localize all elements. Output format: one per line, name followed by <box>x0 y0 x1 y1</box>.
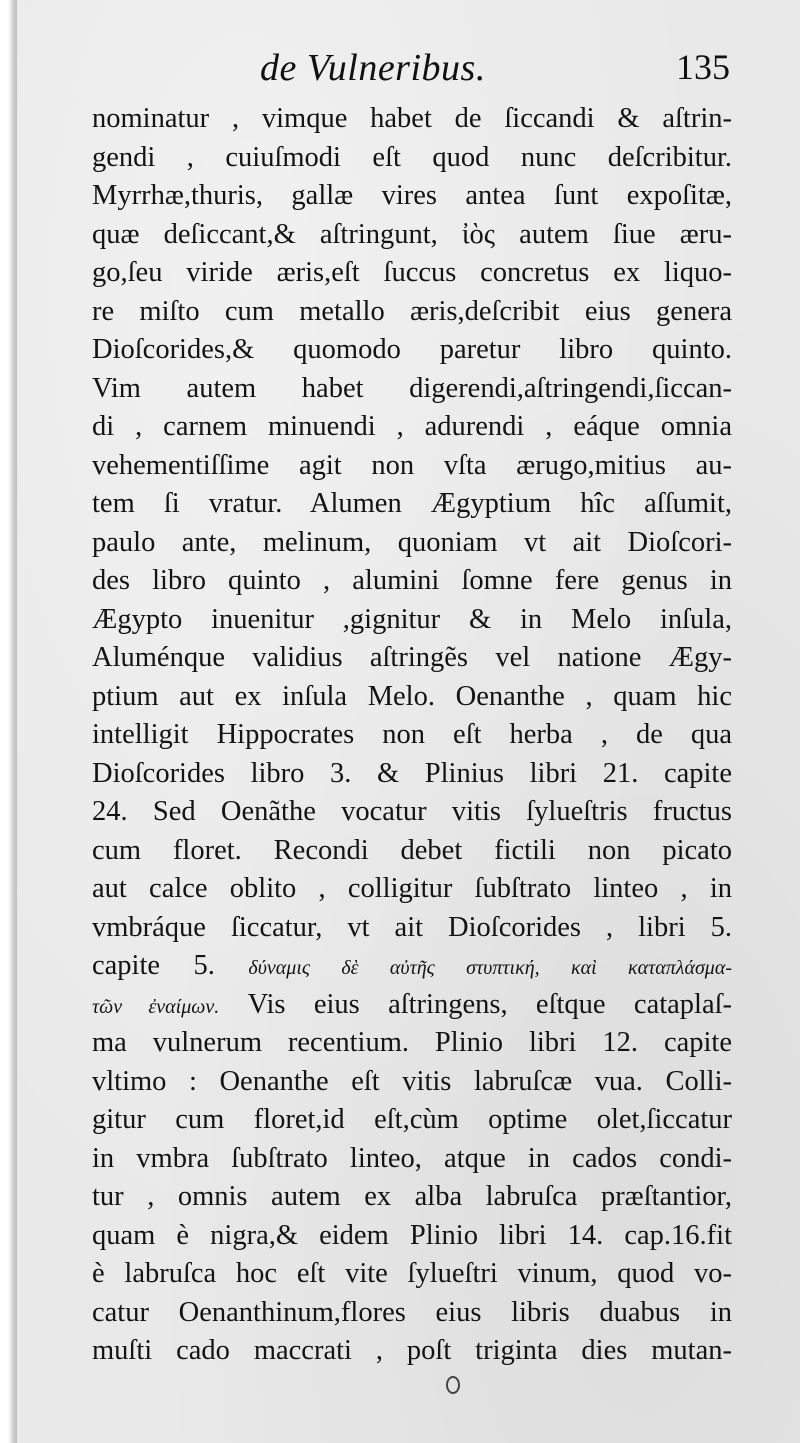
text-line-mixed <box>92 986 732 1025</box>
text-line: des libro quinto , alumini ſomne fere genus in <box>92 565 732 596</box>
text-line: aut calce oblito , colligitur ſubſtrato linteo , in <box>92 873 732 904</box>
text-line: 24. Sed Oenãthe vocatur vitis ſylueſtris fructus <box>92 796 732 827</box>
text-line: paulo ante, melinum, quoniam vt ait Dioſcori- <box>92 526 732 558</box>
text-line: ma vulnerum recentium. Plinio libri 12. capite <box>92 1027 732 1058</box>
text-line-mixed <box>92 947 732 986</box>
book-page <box>8 0 800 1443</box>
text-line: tem ſi vratur. Alumen Ægyptium hîc aſſumit, <box>92 488 732 519</box>
text-line: Myrrhæ,thuris, gallæ vires antea ſunt expoſitæ, <box>92 180 732 211</box>
text-line: catur Oenanthinum,flores eius libris duabus in <box>92 1296 732 1328</box>
text-line: vehementiſſime agit non vſta ærugo,mitius au- <box>92 449 732 481</box>
text-line: go,ſeu viride æris,eſt ſuccus concretus ex liquo- <box>92 257 732 288</box>
text-line: re miſto cum metallo æris,deſcribit eius genera <box>92 295 732 327</box>
text-line: vmbráque ſiccatur, vt ait Dioſcorides , libri 5. <box>92 911 732 943</box>
text-line: quæ deſiccant,& aſtringunt, ἰὸς autem ſiue æru- <box>92 218 732 250</box>
text-line: gendi , cuiuſmodi eſt quod nunc deſcribitur. <box>92 141 732 173</box>
text-line: tur , omnis autem ex alba labruſca præſtantior, <box>92 1181 732 1212</box>
text-line: Vim autem habet digerendi,aſtringendi,ſiccan- <box>92 372 732 404</box>
text-line: in vmbra ſubſtrato linteo, atque in cados condi- <box>92 1142 732 1174</box>
text-line: gitur cum floret,id eſt,cùm optime olet,ſiccatur <box>92 1104 732 1135</box>
text-line: Dioſcorides libro 3. & Plinius libri 21. capite <box>92 757 732 789</box>
text-line: Ægypto inuenitur ,gignitur & in Melo inſula, <box>92 603 732 635</box>
page-number: 135 <box>676 47 730 87</box>
running-head <box>90 44 730 94</box>
greek-quotation: τῶν ἐναίμων. <box>92 995 220 1018</box>
body-text <box>92 100 732 1371</box>
text-line: cum floret. Recondi debet fictili non picato <box>92 834 732 866</box>
page-gutter-edge <box>8 0 17 1443</box>
text-line: intelligit Hippocrates non eſt herba , de qua <box>92 719 732 750</box>
text-line: nominatur , vimque habet de ſiccandi & aſtrin- <box>92 103 732 134</box>
text-line: vltimo : Oenanthe eſt vitis labruſcæ vua. Colli- <box>92 1065 732 1097</box>
text-line: ptium aut ex inſula Melo. Oenanthe , quam hic <box>92 680 732 712</box>
text-line: Dioſcorides,& quomodo paretur libro quinto. <box>92 334 732 365</box>
greek-quotation: δύναμις δὲ αὐτῆς στυπτική, καὶ καταπλάσμα- <box>248 957 732 979</box>
text-line: di , carnem minuendi , adurendi , eáque omnia <box>92 411 732 442</box>
text-line: muſti cado maccrati , poſt triginta dies mutan- <box>92 1335 732 1366</box>
latin-text: capite 5. <box>92 950 215 981</box>
latin-text: Vis eius aſtringens, eſtque cataplaſ- <box>247 988 732 1020</box>
text-line: è labruſca hoc eſt vite ſylueſtri vinum, quod vo- <box>92 1258 732 1289</box>
running-head-title: de Vulneribus. <box>260 47 486 89</box>
text-line: quam è nigra,& eidem Plinio libri 14. cap.16.fit <box>92 1219 732 1251</box>
text-line: Aluménque validius aſtringẽs vel natione Ægy- <box>92 642 732 673</box>
print-ornament-icon <box>446 1376 460 1394</box>
